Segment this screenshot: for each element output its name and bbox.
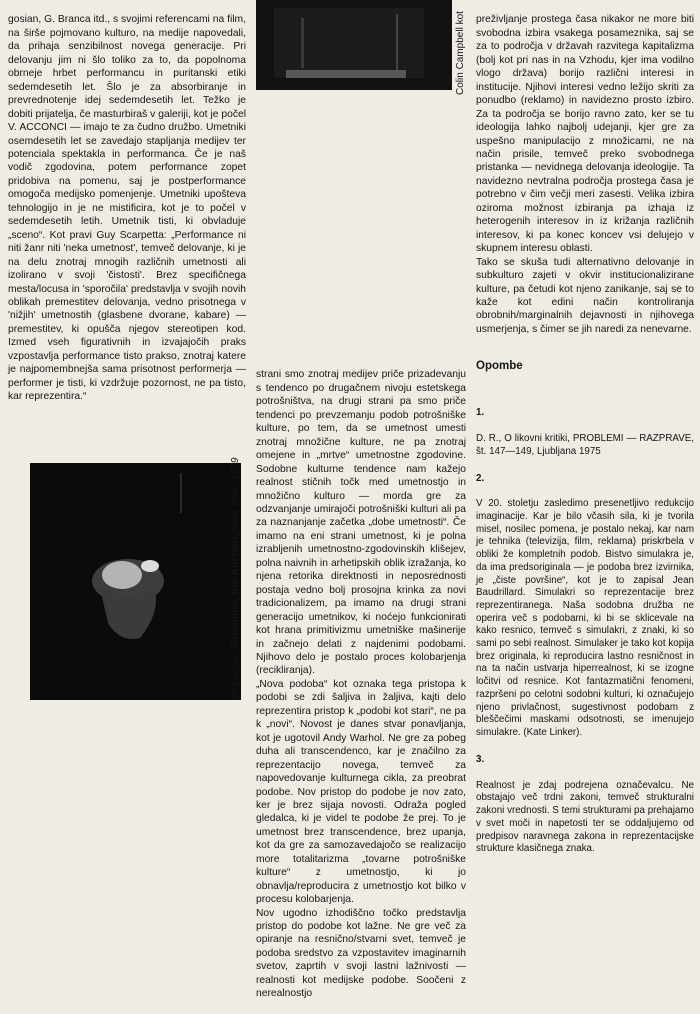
text-column-middle <box>256 355 466 1000</box>
note-text: V 20. stoletju zasledimo presenetljivo redukcijo imaginacije. Kar je bilo včasih sila, ki je tvorila misel, nosilec pomena, je postalo nekaj, kar nam je tehnika (televizija, film, reklama) priskrbela v obliki že kompletnih podob. Bistvo simulakra je, da ima predsoriginala — je podoba brez izvirnika, je „čiste površine“, kot je to zapisal Jean Baudrillard. Simulakri so reprezentacije brez reprezentiranega. Naša sodobna družba ne operira več s podobami, ki bi se sklicevale na kako resnico, temveč s simulakri, z znaki, ki so sami po sebi realnost. Simulaker je tako kot kopija brez originala, ki reproducira lastno resničnost in na ta način ustvarja hiperrealnost, ki se izogne ločitvi od resnice. Kot fantazmatični fenomeni, razpršeni po celotni sodobni kulturi, ki označujejo njeno privlačnost, sugestivnost podobam z bleščečimi maskami odsotnosti, se imenujejo simulakre. (Kate Linker). <box>476 498 694 738</box>
paragraph: gosian, G. Branca itd., s svojimi referencami na film, na širše pojmovano kulturo, na medije napovedali, da prihaja senzibilnost novega generacije. Pri delovanju jim ni šlo toliko za to, da popolnoma obrneje hrbet performancu in puritanski etiki sedemdesetih let. Šlo je za absorbiranje in prevrednotenje idej sedemdesetih let. Težko je dobiti prijatelja, če masturbiraš v galeriji, kot je počel V. ACCONCI — imajo te za čudno družbo. Umetniki osemdesetih let se zavedajo stapljanja medijev ter potencialа spektakla in performanca. Če je naš vodič zgodovina, potem performance zopet pridobiva na pomenu, saj je postperformance omogoča medijsko pomenjenje. Umetniki upošteva tehnologijo in je ne mistificira, kot je to počel v sedemdesetih letih. Umetnik tisti, ki obvladuje „sceno“. Kot pravi Guy Scarpetta: „Performance ni niti žanr niti 'neka umetnost', temveč delovanje, ki je na delu znotraj mnogih različnih umetnosti ali izolirano v svoji 'čistosti'. Brez specifičnega mesta/locusa in 'sporočila' predstavlja v svojih novih oblikah premestitev delovanja, vedno prisotnega v 'nižjih' umetnostih (glasbene dvorane, kabare) — premestitev, ki opušča njegov stereotipen kod. Izmed vseh figurativnih in izvajajočih praks vzpostavlja performance tisto prakso, znotraj katere je najpomembnejša sama prisotnost performerja — performer je tisti, ki vzdržuje pozornost, ne pa tisto, kar reprezentira.“ <box>8 14 246 403</box>
paragraph: strani smo znotraj medijev priče prizadevanju s tendenco po drugačnem nivoju estetskega potrošništva, na drugi strani pa smo priče tendenci po prevzemanju podob potrošniške kulture, po tem, da se umetnost umesti znotraj množične kulture, ne pa znotraj omejene in „mrtve“ umetnostne zgodovine. Sodobne kulturne tendence nam kažejo realnost stičnih točk med umetnostjo in množično kulturo — morda gre za odzvanjanje umirajoči potrošniški kulturi ali pa za naznanjanje začetka „dobe umetnosti“. Če imamo na eni strani umetnost, ki je polna izrabljenih umetnostno-zgodovinskih klišejev, polna naivnih in arhetipskih oblik izražanja, ko njena retorika direktnosti in neposrednosti postaja vedno bolj prosojna krinka za novi tradicionalizem, pa imamo na drugi strani generacijo umetnikov, ki noćejo funkcionirati kot hrana primitivizmu umetniške mašinerije in začnejo delati z najdenimi podobami. Njihovo delo je postalo proces kolobarjenja (recikliranja). „Nova podoba“ kot oznaka tega pristopa k podobi se zdi šaljiva in žaljiva, kajti delo reprezentira pristop k „podobi kot stari“, ne pa k „novi“. Novost je danes stvar ponavljanja, kot je ugotovil Andy Warhol. Ne gre za pobeg duha ali transcendenco, kar je značilno za reprezentacijo novega, temveč za napovedovanje kulturnega cikla, za preobrat podobe. Nov pristop do podobe je nov zato, ker je brez sijaja novosti. Odraža pogled gledalca, ki je videl te podobe že prej. To je umetnost brez transcendence, brez upanja, kot da gre za samozavedajočo se realizacijo more totalitarizma „tovarne potrošniške kulture“ z umetnostjo, ki jo obnavlja/reproducira z umetnostjo kot bilko v procesu kolobarjenja. Nov ugodno izhodiščno točko predstavlja pristop do podobe kot lažne. Ne gre več za opiranje na resnično/stvarni svet, temveč je podoba sredstvo za vzpostavitev imaginarnih svetov, zaprtih v svoji lastni lažnivosti — realnosti kot medijske podobe. Soočeni z nerealnostjo <box>256 369 466 1000</box>
text-column-left <box>8 0 246 452</box>
photo-bottom-image <box>30 463 241 700</box>
note-number: 2. <box>476 472 485 484</box>
text-column-right <box>476 0 694 855</box>
note-number: 1. <box>476 407 485 419</box>
caption-place: New York, 1979 <box>229 457 241 532</box>
note-text: D. R., O likovni kritiki, PROBLEMI — RAZPRAVE, št. 147—149, Ljubljana 1975 <box>476 432 694 457</box>
caption-artist: ert Longo, <box>229 652 241 700</box>
photo-bottom-caption <box>229 457 241 700</box>
photo-top-image <box>256 0 452 90</box>
paragraph: preživljanje prostega časa nikakor ne more biti svobodna izbira vsakega posameznika, saj se za to področja v državah razvitega kapitalizma (bolj kot pri nas in na Vzhodu, kjer ima vodilno vlogo država) borijo različni interesi in institucije. Njihovi interesi vedno ležijo skriti za ponudbo (reklamo) in navidezno prosto izbiro. Za ta področja se borijo ravno zato, ker se tu ideologija lahko najbolj udejanji, kjer gre za uspešno manipulacijo z množicami, ne na način prisile, temveč preko svobodnega pristanka — nevidnega delovanja ideologije. Ta navidezno nevtralna področja prostega časa je potrebno v čim večji meri zasesti. Velika izbira oziroma možnost izbiranja pa izhaja iz heterogenih interesov in iz križanja različnih interesov, ki pa konec koncev vsi delujejo v skupnem interesu oblasti. Tako se skuša tudi alternativno delovanje in subkulturo zajeti v okvir institucionalizirane kulture, pa četudi kot njeno zanikanje, saj se to kaže kot edini način kontroliranja obrobnih/marginalnih dejavnosti in njihovega usmerjenja, s čimer se jih naredi za nenevarne. <box>476 14 694 335</box>
photo-bottom <box>30 463 241 700</box>
note-text: Realnost je zdaj podrejena označevalcu. Ne obstajajo več trdni zakoni, temveč strukturalni zakoni vrednosti. S temi strukturami pa prehajamo v svet moči in napetosti ter se oddaljujemo od predpisov naravnega zakona in reprezentacijske strukture klasičnega znaka. <box>476 779 694 855</box>
notes-list <box>476 393 694 869</box>
notes-heading: Opombe <box>476 359 523 372</box>
caption-title: Surrender, the Kitchen, <box>229 534 241 650</box>
photo-top <box>256 0 452 90</box>
note-number: 3. <box>476 754 485 766</box>
photo-top-caption: Colin Campbell kot <box>455 11 466 95</box>
